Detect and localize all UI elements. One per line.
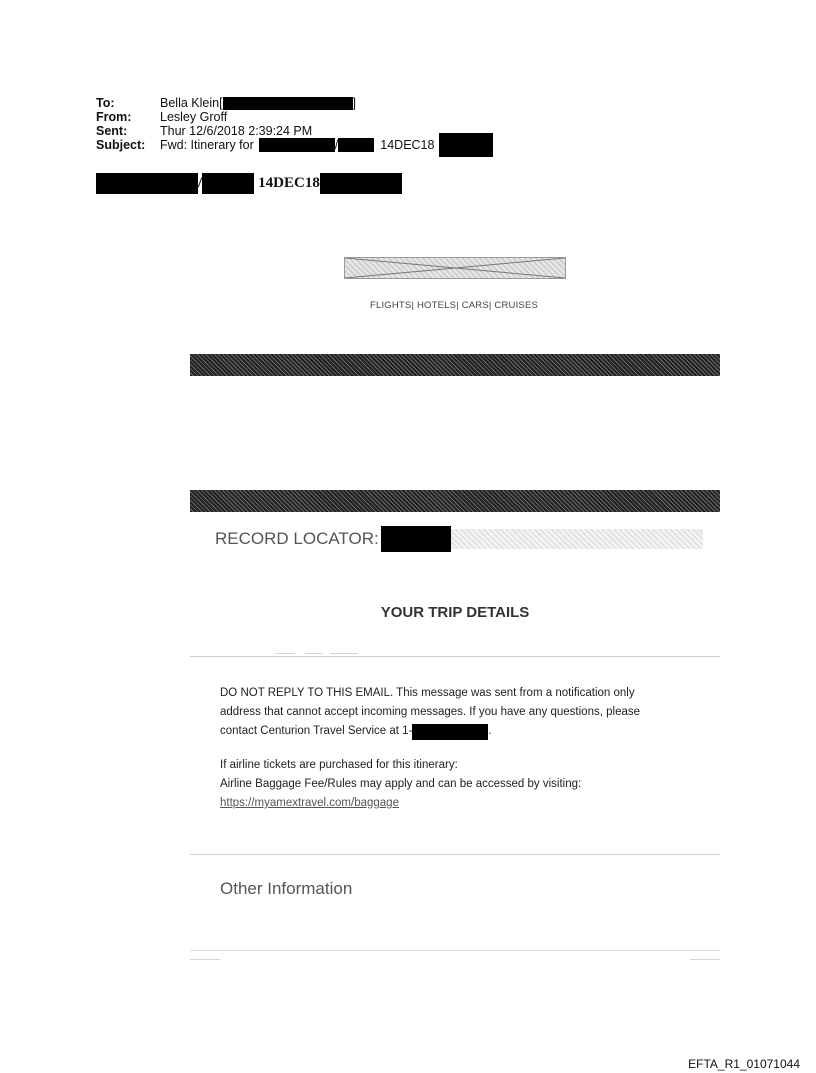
itinerary-title — [96, 173, 402, 194]
email-header — [96, 96, 493, 152]
trip-details-heading: YOUR TRIP DETAILS — [380, 604, 530, 621]
divider — [275, 653, 295, 654]
divider — [190, 959, 220, 960]
subject-label: Subject: — [96, 138, 146, 152]
brand-logo-placeholder — [344, 257, 566, 279]
redaction-block — [381, 526, 451, 552]
redaction-block — [320, 173, 402, 194]
subject-date: 14DEC18 — [380, 138, 435, 152]
to-close: ] — [352, 96, 357, 110]
redaction-block — [439, 133, 493, 157]
notice-line: address that cannot accept incoming messages. If you have any questions, please — [220, 706, 641, 718]
redaction-block — [202, 173, 254, 194]
divider — [305, 653, 323, 654]
broken-image-icon — [345, 258, 565, 278]
from-value: Lesley Groff — [160, 110, 228, 124]
divider — [190, 854, 720, 855]
redaction-block — [412, 724, 488, 740]
subject-row — [96, 138, 493, 152]
to-label: To: — [96, 96, 115, 110]
sent-value: Thur 12/6/2018 2:39:24 PM — [160, 124, 313, 138]
divider — [190, 950, 720, 951]
banner-band — [190, 490, 720, 512]
record-locator — [215, 526, 703, 552]
notice-block — [220, 684, 690, 828]
redaction-block — [259, 138, 335, 152]
title-slash: / — [198, 175, 203, 191]
locator-bar — [451, 529, 703, 549]
baggage-link[interactable]: https://myamextravel.com/baggage — [220, 797, 399, 809]
divider — [330, 653, 358, 654]
banner-band — [190, 354, 720, 376]
tagline: FLIGHTS| HOTELS| CARS| CRUISES — [369, 300, 539, 311]
subject-slash: / — [334, 138, 339, 152]
sent-label: Sent: — [96, 124, 128, 138]
subject-prefix: Fwd: Itinerary for — [160, 138, 254, 152]
divider — [690, 959, 720, 960]
document-id: EFTA_R1_01071044 — [688, 1057, 800, 1071]
baggage-line: If airline tickets are purchased for this itinerary: — [220, 759, 458, 771]
baggage-line: Airline Baggage Fee/Rules may apply and can be accessed by visiting: — [220, 778, 582, 790]
notice-contact-line — [220, 722, 690, 741]
notice-line: contact Centurion Travel Service at 1- — [220, 725, 413, 737]
record-locator-label: RECORD LOCATOR: — [215, 529, 379, 548]
redaction-block — [96, 173, 198, 194]
from-label: From: — [96, 110, 132, 124]
divider — [190, 656, 720, 657]
redaction-block — [338, 138, 374, 152]
to-row — [96, 96, 493, 110]
notice-line: DO NOT REPLY TO THIS EMAIL. This message was sent from a notification only — [220, 687, 635, 699]
redaction-block — [223, 97, 353, 110]
to-value: Bella Klein[ — [160, 96, 223, 110]
title-date: 14DEC18 — [258, 175, 320, 191]
sent-row — [96, 124, 493, 138]
other-information-heading: Other Information — [220, 879, 353, 898]
notice-period: . — [488, 725, 492, 737]
from-row — [96, 110, 493, 124]
